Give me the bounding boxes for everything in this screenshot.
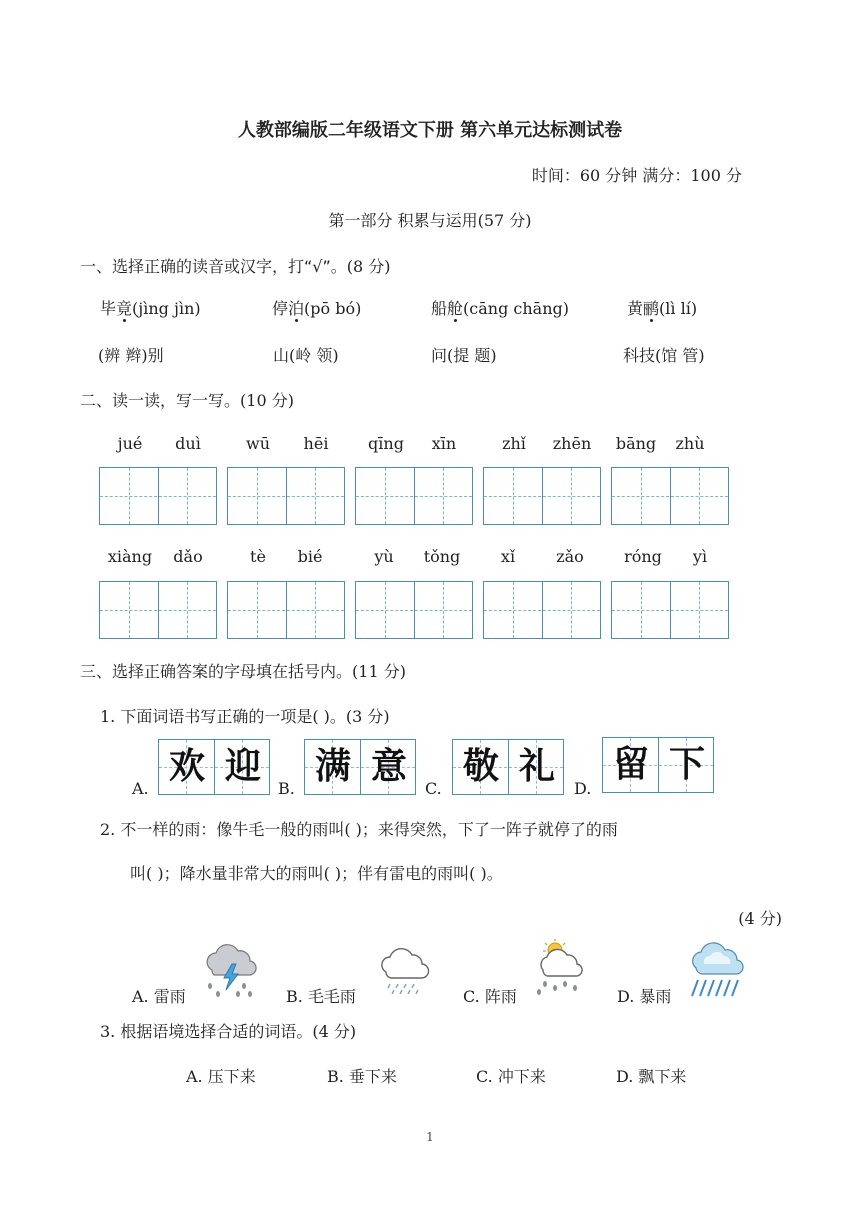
writing-grid[interactable] <box>611 467 729 525</box>
word-char: 留 <box>612 744 649 785</box>
pinyin: dǎo <box>173 547 203 566</box>
q2-heading-text: 二、读一读，写一写。 <box>80 391 241 410</box>
pinyin: zhēn <box>552 434 592 453</box>
writing-grid[interactable] <box>99 581 217 639</box>
pinyin: bié <box>297 547 323 566</box>
q2-points: (10 分) <box>240 391 294 410</box>
q3-sub3-option-c: C. 冲下来 <box>476 1067 546 1086</box>
q3-sub3-option-d: D. 飘下来 <box>616 1067 687 1086</box>
pinyin: tǒng <box>423 547 461 566</box>
pinyin: zhù <box>675 434 705 453</box>
heavy-rain-icon <box>688 940 744 1000</box>
q3-sub3-option-b: B. 垂下来 <box>327 1067 397 1086</box>
q2-heading <box>80 388 294 411</box>
q1-item-5: (辨 辫)别 <box>98 346 164 365</box>
writing-grid[interactable] <box>99 467 217 525</box>
pinyin: bāng <box>615 434 657 453</box>
q3-sub3-option-a: A. 压下来 <box>186 1067 256 1086</box>
q1-heading <box>80 254 391 277</box>
writing-grid[interactable] <box>483 467 601 525</box>
time-score: 时间：60 分钟 满分：100 分 <box>531 166 742 185</box>
writing-grid[interactable] <box>611 581 729 639</box>
page-title: 人教部编版二年级语文下册 第六单元达标测试卷 <box>237 120 623 141</box>
pinyin: xiàng <box>107 547 153 566</box>
pinyin: zǎo <box>556 547 584 566</box>
word-char: 迎 <box>224 746 261 787</box>
word-char: 下 <box>668 744 705 785</box>
q3-sub2-line1: 2. 不一样的雨：像牛毛一般的雨叫( )；来得突然，下了一阵子就停了的雨 <box>100 820 618 839</box>
q1-item-7: 问(提 题) <box>431 346 497 365</box>
page-number: 1 <box>426 1130 434 1144</box>
word-box <box>602 737 714 793</box>
pinyin: róng <box>624 547 662 566</box>
q1-points: (8 分) <box>346 257 391 276</box>
q3-heading <box>80 659 406 682</box>
pinyin: xīn <box>431 434 457 453</box>
q1-item-3 <box>431 296 569 319</box>
q3-sub2-line2: 叫( )；降水量非常大的雨叫( )；伴有雷电的雨叫( )。 <box>130 864 503 883</box>
pinyin: qīng <box>368 434 404 453</box>
q1-item-pinyin: (pō bó) <box>304 299 362 318</box>
pinyin: hēi <box>303 434 329 453</box>
q1-item-char: 毕 <box>100 299 117 318</box>
q1-item-dot-char: 竟 <box>116 299 133 318</box>
pinyin: duì <box>175 434 201 453</box>
word-char: 意 <box>370 746 407 787</box>
q1-item-char: 黄 <box>627 299 644 318</box>
pinyin: wū <box>246 434 270 453</box>
writing-grid[interactable] <box>483 581 601 639</box>
pinyin: zhǐ <box>502 434 526 453</box>
q3-sub2-points: (4 分) <box>738 909 782 928</box>
option-label: C. 阵雨 <box>463 987 517 1006</box>
q1-item-char: 船 <box>431 299 448 318</box>
option-label: D. <box>574 779 592 798</box>
q1-item-6: 山(岭 领) <box>273 346 339 365</box>
q3-heading-text: 三、选择正确答案的字母填在括号内。 <box>80 662 353 681</box>
writing-grid[interactable] <box>355 467 473 525</box>
option-label: B. <box>278 779 295 798</box>
word-box <box>304 739 416 795</box>
word-char: 满 <box>314 746 351 787</box>
option-label: B. 毛毛雨 <box>286 987 356 1006</box>
q1-item-8: 科技(馆 管) <box>623 346 705 365</box>
pinyin: xǐ <box>500 547 516 566</box>
word-box <box>452 739 564 795</box>
q1-item-2 <box>272 296 361 319</box>
writing-grid[interactable] <box>355 581 473 639</box>
q1-item-4 <box>627 296 697 319</box>
q1-item-dot-char: 鹂 <box>643 299 660 318</box>
word-char: 欢 <box>168 746 205 787</box>
pinyin: yì <box>692 547 708 566</box>
option-label: A. 雷雨 <box>132 987 186 1006</box>
q1-item-dot-char: 舱 <box>447 299 464 318</box>
drizzle-icon <box>378 944 432 996</box>
pinyin: yù <box>374 547 394 566</box>
q1-item-pinyin: (cāng chāng) <box>463 299 569 318</box>
q1-item-dot-char: 泊 <box>288 299 305 318</box>
q1-item-1 <box>100 296 201 319</box>
shower-icon <box>533 938 589 998</box>
q1-item-pinyin: (jìng jìn) <box>132 299 201 318</box>
q1-item-pinyin: (lì lí) <box>659 299 698 318</box>
q1-heading-text: 一、选择正确的读音或汉字，打“√”。 <box>80 257 347 276</box>
option-label: C. <box>425 779 442 798</box>
word-char: 敬 <box>462 746 499 787</box>
word-char: 礼 <box>518 746 555 787</box>
q3-points: (11 分) <box>352 662 406 681</box>
pinyin: tè <box>250 547 266 566</box>
option-label: A. <box>132 779 149 798</box>
q1-item-char: 停 <box>272 299 289 318</box>
q3-sub1-text: 1. 下面词语书写正确的一项是( )。(3 分) <box>100 707 390 726</box>
part-title: 第一部分 积累与运用(57 分) <box>328 211 532 230</box>
pinyin: jué <box>117 434 143 453</box>
thunderstorm-icon <box>202 942 258 1000</box>
option-label: D. 暴雨 <box>617 987 672 1006</box>
q3-sub3-text: 3. 根据语境选择合适的词语。(4 分) <box>100 1022 357 1041</box>
word-box <box>158 739 270 795</box>
writing-grid[interactable] <box>227 581 345 639</box>
writing-grid[interactable] <box>227 467 345 525</box>
